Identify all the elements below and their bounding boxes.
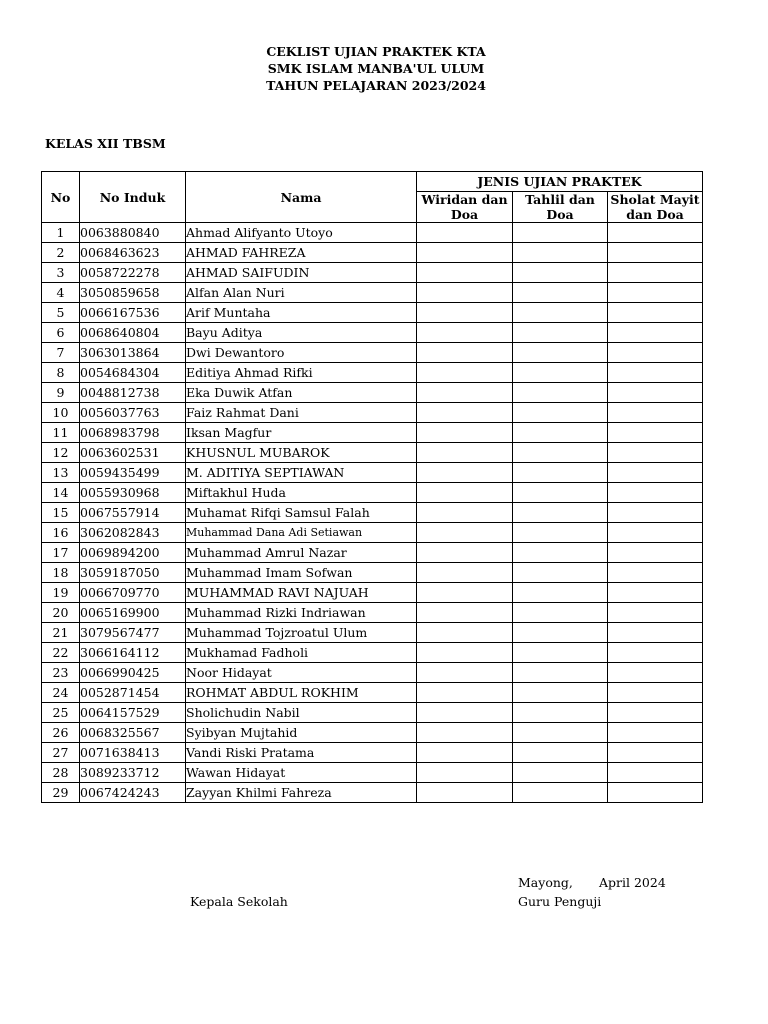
check-wiridan[interactable] xyxy=(417,503,513,523)
row-number: 17 xyxy=(42,543,80,563)
row-no-induk: 3059187050 xyxy=(80,563,186,583)
row-nama: Muhammad Amrul Nazar xyxy=(186,543,417,563)
row-nama: Muhammad Rizki Indriawan xyxy=(186,603,417,623)
row-no-induk: 0068640804 xyxy=(80,323,186,343)
table-row xyxy=(42,723,703,743)
table-row xyxy=(42,363,703,383)
row-number: 10 xyxy=(42,403,80,423)
check-wiridan[interactable] xyxy=(417,663,513,683)
row-number: 21 xyxy=(42,623,80,643)
table-row xyxy=(42,643,703,663)
check-wiridan[interactable] xyxy=(417,603,513,623)
check-wiridan[interactable] xyxy=(417,563,513,583)
row-number: 29 xyxy=(42,783,80,803)
check-sholat-mayit[interactable] xyxy=(608,503,703,523)
table-row xyxy=(42,423,703,443)
row-number: 27 xyxy=(42,743,80,763)
row-nama: Miftakhul Huda xyxy=(186,483,417,503)
check-wiridan[interactable] xyxy=(417,403,513,423)
class-label: KELAS XII TBSM xyxy=(45,136,166,151)
check-sholat-mayit[interactable] xyxy=(608,343,703,363)
row-nama: Muhammad Dana Adi Setiawan xyxy=(186,523,417,543)
table-row xyxy=(42,503,703,523)
header-no: No xyxy=(42,172,80,223)
header-no-induk: No Induk xyxy=(80,172,186,223)
check-wiridan[interactable] xyxy=(417,623,513,643)
row-number: 26 xyxy=(42,723,80,743)
row-nama: Vandi Riski Pratama xyxy=(186,743,417,763)
row-nama: Eka Duwik Atfan xyxy=(186,383,417,403)
check-wiridan[interactable] xyxy=(417,243,513,263)
header-wiridan: Wiridan dan Doa xyxy=(417,192,513,223)
date-label: April 2024 xyxy=(599,875,666,890)
check-tahlil[interactable] xyxy=(513,703,608,723)
row-no-induk: 0064157529 xyxy=(80,703,186,723)
row-no-induk: 0066990425 xyxy=(80,663,186,683)
check-sholat-mayit[interactable] xyxy=(608,263,703,283)
title-line-1: CEKLIST UJIAN PRAKTEK KTA xyxy=(266,44,486,59)
check-tahlil[interactable] xyxy=(513,603,608,623)
row-nama: Noor Hidayat xyxy=(186,663,417,683)
row-no-induk: 3050859658 xyxy=(80,283,186,303)
row-number: 19 xyxy=(42,583,80,603)
check-tahlil[interactable] xyxy=(513,463,608,483)
check-sholat-mayit[interactable] xyxy=(608,283,703,303)
row-number: 6 xyxy=(42,323,80,343)
check-tahlil[interactable] xyxy=(513,783,608,803)
check-tahlil[interactable] xyxy=(513,643,608,663)
table-row xyxy=(42,683,703,703)
check-tahlil[interactable] xyxy=(513,223,608,243)
check-wiridan[interactable] xyxy=(417,723,513,743)
row-no-induk: 0068325567 xyxy=(80,723,186,743)
check-wiridan[interactable] xyxy=(417,483,513,503)
check-sholat-mayit[interactable] xyxy=(608,483,703,503)
check-sholat-mayit[interactable] xyxy=(608,603,703,623)
check-tahlil[interactable] xyxy=(513,263,608,283)
check-wiridan[interactable] xyxy=(417,763,513,783)
row-nama: Faiz Rahmat Dani xyxy=(186,403,417,423)
check-sholat-mayit[interactable] xyxy=(608,763,703,783)
guru-penguji-label: Guru Penguji xyxy=(518,894,602,909)
table-body xyxy=(42,223,703,803)
check-sholat-mayit[interactable] xyxy=(608,383,703,403)
row-nama: Bayu Aditya xyxy=(186,323,417,343)
check-tahlil[interactable] xyxy=(513,383,608,403)
check-sholat-mayit[interactable] xyxy=(608,583,703,603)
row-no-induk: 0069894200 xyxy=(80,543,186,563)
check-tahlil[interactable] xyxy=(513,623,608,643)
check-sholat-mayit[interactable] xyxy=(608,623,703,643)
row-number: 5 xyxy=(42,303,80,323)
table-row xyxy=(42,443,703,463)
table-row xyxy=(42,343,703,363)
table-row xyxy=(42,403,703,423)
check-tahlil[interactable] xyxy=(513,243,608,263)
check-sholat-mayit[interactable] xyxy=(608,323,703,343)
check-tahlil[interactable] xyxy=(513,423,608,443)
check-sholat-mayit[interactable] xyxy=(608,743,703,763)
table-row xyxy=(42,383,703,403)
row-no-induk: 3079567477 xyxy=(80,623,186,643)
row-nama: MUHAMMAD RAVI NAJUAH xyxy=(186,583,417,603)
check-wiridan[interactable] xyxy=(417,683,513,703)
check-tahlil[interactable] xyxy=(513,343,608,363)
row-no-induk: 0058722278 xyxy=(80,263,186,283)
row-nama: Sholichudin Nabil xyxy=(186,703,417,723)
row-nama: Dwi Dewantoro xyxy=(186,343,417,363)
row-number: 15 xyxy=(42,503,80,523)
row-no-induk: 0066709770 xyxy=(80,583,186,603)
table-row xyxy=(42,743,703,763)
row-number: 12 xyxy=(42,443,80,463)
check-sholat-mayit[interactable] xyxy=(608,403,703,423)
check-wiridan[interactable] xyxy=(417,443,513,463)
row-no-induk: 3066164112 xyxy=(80,643,186,663)
check-tahlil[interactable] xyxy=(513,523,608,543)
check-wiridan[interactable] xyxy=(417,523,513,543)
check-wiridan[interactable] xyxy=(417,303,513,323)
check-wiridan[interactable] xyxy=(417,543,513,563)
check-sholat-mayit[interactable] xyxy=(608,723,703,743)
row-no-induk: 0071638413 xyxy=(80,743,186,763)
check-tahlil[interactable] xyxy=(513,303,608,323)
row-no-induk: 0067424243 xyxy=(80,783,186,803)
row-nama: Wawan Hidayat xyxy=(186,763,417,783)
table-row xyxy=(42,463,703,483)
check-wiridan[interactable] xyxy=(417,283,513,303)
row-nama: KHUSNUL MUBAROK xyxy=(186,443,417,463)
check-sholat-mayit[interactable] xyxy=(608,543,703,563)
check-tahlil[interactable] xyxy=(513,363,608,383)
row-number: 28 xyxy=(42,763,80,783)
check-sholat-mayit[interactable] xyxy=(608,223,703,243)
row-no-induk: 0059435499 xyxy=(80,463,186,483)
header-jenis-ujian: JENIS UJIAN PRAKTEK xyxy=(417,172,703,192)
check-wiridan[interactable] xyxy=(417,463,513,483)
row-number: 25 xyxy=(42,703,80,723)
header-nama: Nama xyxy=(186,172,417,223)
check-wiridan[interactable] xyxy=(417,263,513,283)
row-number: 13 xyxy=(42,463,80,483)
kepala-sekolah-label: Kepala Sekolah xyxy=(190,894,288,909)
check-sholat-mayit[interactable] xyxy=(608,783,703,803)
check-sholat-mayit[interactable] xyxy=(608,303,703,323)
row-no-induk: 3063013864 xyxy=(80,343,186,363)
table-row xyxy=(42,623,703,643)
check-tahlil[interactable] xyxy=(513,723,608,743)
row-no-induk: 0052871454 xyxy=(80,683,186,703)
table-row xyxy=(42,563,703,583)
table-row xyxy=(42,223,703,243)
row-number: 24 xyxy=(42,683,80,703)
check-wiridan[interactable] xyxy=(417,223,513,243)
check-tahlil[interactable] xyxy=(513,563,608,583)
row-nama: Ahmad Alifyanto Utoyo xyxy=(186,223,417,243)
check-sholat-mayit[interactable] xyxy=(608,443,703,463)
check-wiridan[interactable] xyxy=(417,343,513,363)
check-wiridan[interactable] xyxy=(417,783,513,803)
row-nama: Mukhamad Fadholi xyxy=(186,643,417,663)
table-row xyxy=(42,523,703,543)
check-sholat-mayit[interactable] xyxy=(608,523,703,543)
document-title xyxy=(0,43,752,94)
row-number: 23 xyxy=(42,663,80,683)
check-sholat-mayit[interactable] xyxy=(608,643,703,663)
check-wiridan[interactable] xyxy=(417,423,513,443)
check-tahlil[interactable] xyxy=(513,763,608,783)
title-line-2: SMK ISLAM MANBA'UL ULUM xyxy=(267,61,485,76)
row-number: 16 xyxy=(42,523,80,543)
row-no-induk: 3062082843 xyxy=(80,523,186,543)
row-nama: Zayyan Khilmi Fahreza xyxy=(186,783,417,803)
row-nama: Editiya Ahmad Rifki xyxy=(186,363,417,383)
check-tahlil[interactable] xyxy=(513,663,608,683)
row-number: 11 xyxy=(42,423,80,443)
row-number: 4 xyxy=(42,283,80,303)
check-sholat-mayit[interactable] xyxy=(608,363,703,383)
check-wiridan[interactable] xyxy=(417,323,513,343)
table-row xyxy=(42,783,703,803)
header-sholat-mayit: Sholat Mayit dan Doa xyxy=(608,192,703,223)
check-sholat-mayit[interactable] xyxy=(608,703,703,723)
table-row xyxy=(42,263,703,283)
row-nama: AHMAD SAIFUDIN xyxy=(186,263,417,283)
check-wiridan[interactable] xyxy=(417,583,513,603)
table-row xyxy=(42,663,703,683)
row-nama: Muhamat Rifqi Samsul Falah xyxy=(186,503,417,523)
table-row xyxy=(42,303,703,323)
check-wiridan[interactable] xyxy=(417,643,513,663)
check-wiridan[interactable] xyxy=(417,703,513,723)
row-no-induk: 0068983798 xyxy=(80,423,186,443)
check-tahlil[interactable] xyxy=(513,443,608,463)
row-nama: ROHMAT ABDUL ROKHIM xyxy=(186,683,417,703)
check-sholat-mayit[interactable] xyxy=(608,423,703,443)
row-nama: AHMAD FAHREZA xyxy=(186,243,417,263)
table-row xyxy=(42,543,703,563)
check-tahlil[interactable] xyxy=(513,583,608,603)
table-row xyxy=(42,323,703,343)
row-no-induk: 0055930968 xyxy=(80,483,186,503)
check-sholat-mayit[interactable] xyxy=(608,683,703,703)
check-tahlil[interactable] xyxy=(513,483,608,503)
row-nama: Muhammad Tojzroatul Ulum xyxy=(186,623,417,643)
table-row xyxy=(42,763,703,783)
table-row xyxy=(42,703,703,723)
row-no-induk: 0065169900 xyxy=(80,603,186,623)
check-tahlil[interactable] xyxy=(513,403,608,423)
check-wiridan[interactable] xyxy=(417,363,513,383)
check-tahlil[interactable] xyxy=(513,503,608,523)
check-wiridan[interactable] xyxy=(417,743,513,763)
table-row xyxy=(42,603,703,623)
row-nama: Muhammad Imam Sofwan xyxy=(186,563,417,583)
row-number: 20 xyxy=(42,603,80,623)
title-line-3: TAHUN PELAJARAN 2023/2024 xyxy=(266,78,486,93)
row-nama: Syibyan Mujtahid xyxy=(186,723,417,743)
row-no-induk: 0063880840 xyxy=(80,223,186,243)
row-no-induk: 0056037763 xyxy=(80,403,186,423)
header-tahlil: Tahlil dan Doa xyxy=(513,192,608,223)
row-number: 2 xyxy=(42,243,80,263)
row-no-induk: 3089233712 xyxy=(80,763,186,783)
table-row xyxy=(42,583,703,603)
row-number: 8 xyxy=(42,363,80,383)
row-number: 18 xyxy=(42,563,80,583)
row-number: 14 xyxy=(42,483,80,503)
check-tahlil[interactable] xyxy=(513,683,608,703)
check-tahlil[interactable] xyxy=(513,283,608,303)
check-sholat-mayit[interactable] xyxy=(608,463,703,483)
row-no-induk: 0063602531 xyxy=(80,443,186,463)
check-sholat-mayit[interactable] xyxy=(608,243,703,263)
row-number: 7 xyxy=(42,343,80,363)
row-no-induk: 0068463623 xyxy=(80,243,186,263)
row-nama: M. ADITIYA SEPTIAWAN xyxy=(186,463,417,483)
table-row xyxy=(42,243,703,263)
row-number: 1 xyxy=(42,223,80,243)
check-tahlil[interactable] xyxy=(513,743,608,763)
row-no-induk: 0054684304 xyxy=(80,363,186,383)
place-label: Mayong, xyxy=(518,875,573,890)
check-wiridan[interactable] xyxy=(417,383,513,403)
row-nama: Arif Muntaha xyxy=(186,303,417,323)
row-no-induk: 0048812738 xyxy=(80,383,186,403)
table-row xyxy=(42,283,703,303)
row-no-induk: 0067557914 xyxy=(80,503,186,523)
check-sholat-mayit[interactable] xyxy=(608,563,703,583)
table-row xyxy=(42,483,703,503)
checklist-table xyxy=(41,171,703,803)
row-number: 22 xyxy=(42,643,80,663)
row-no-induk: 0066167536 xyxy=(80,303,186,323)
check-tahlil[interactable] xyxy=(513,543,608,563)
check-tahlil[interactable] xyxy=(513,323,608,343)
row-number: 9 xyxy=(42,383,80,403)
check-sholat-mayit[interactable] xyxy=(608,663,703,683)
row-number: 3 xyxy=(42,263,80,283)
row-nama: Alfan Alan Nuri xyxy=(186,283,417,303)
row-nama: Iksan Magfur xyxy=(186,423,417,443)
